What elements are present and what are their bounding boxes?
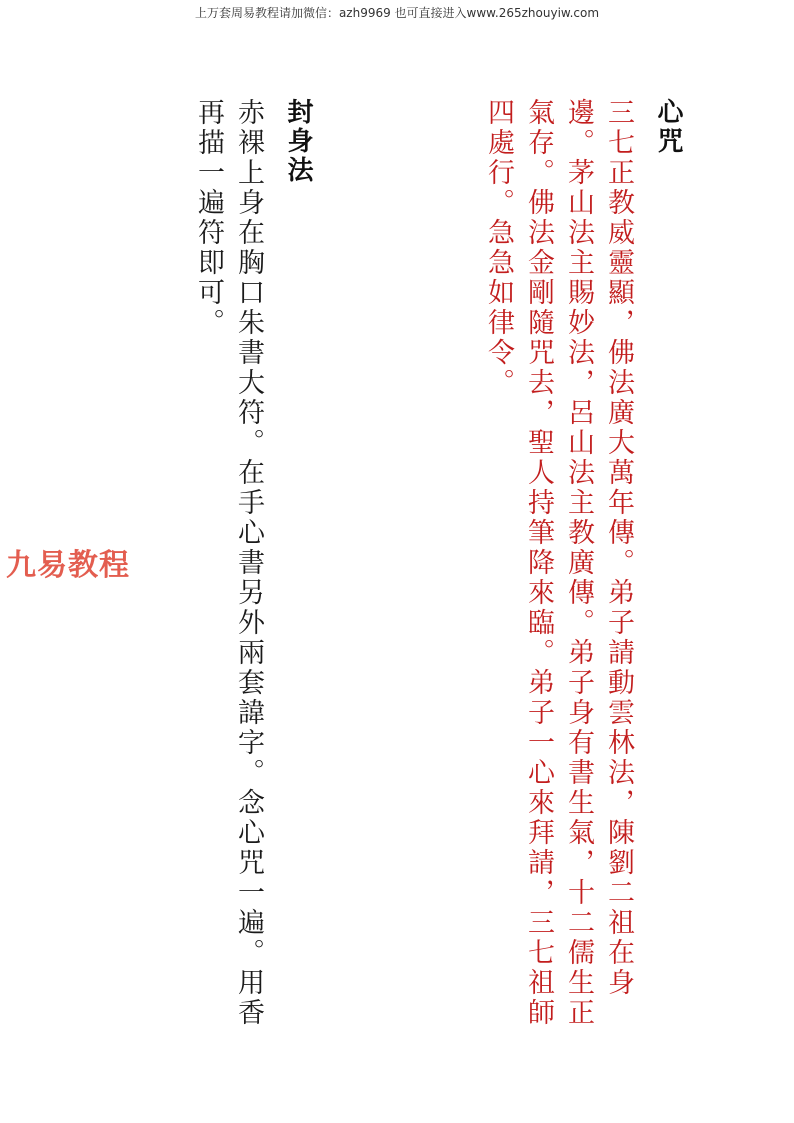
- watermark-logo: 九易教程: [6, 548, 130, 583]
- section-title-xinzhou: 心咒: [653, 98, 683, 156]
- instruction-text: 赤裸上身在胸口朱書大符。在手心書另外兩套諱字。念心咒一遍。用香再描一遍符即可。: [193, 98, 264, 1028]
- section-title-fengshenfa: 封身法: [283, 98, 313, 185]
- incantation-text: 三七正教威靈顯，佛法廣大萬年傳。弟子請動雲林法，陳劉二祖在身邊。茅山法主賜妙法，呂山法主教廣傳。弟子身有書生氣，十二儒生正氣存。佛法金剛隨咒去，聖人持筆降來臨。弟子一心來拜請，三七祖師四處行。急急如律令。: [483, 98, 634, 1028]
- page-header: 上万套周易教程请加微信：azh9969 也可直接进入www.265zhouyiw.com: [194, 6, 600, 20]
